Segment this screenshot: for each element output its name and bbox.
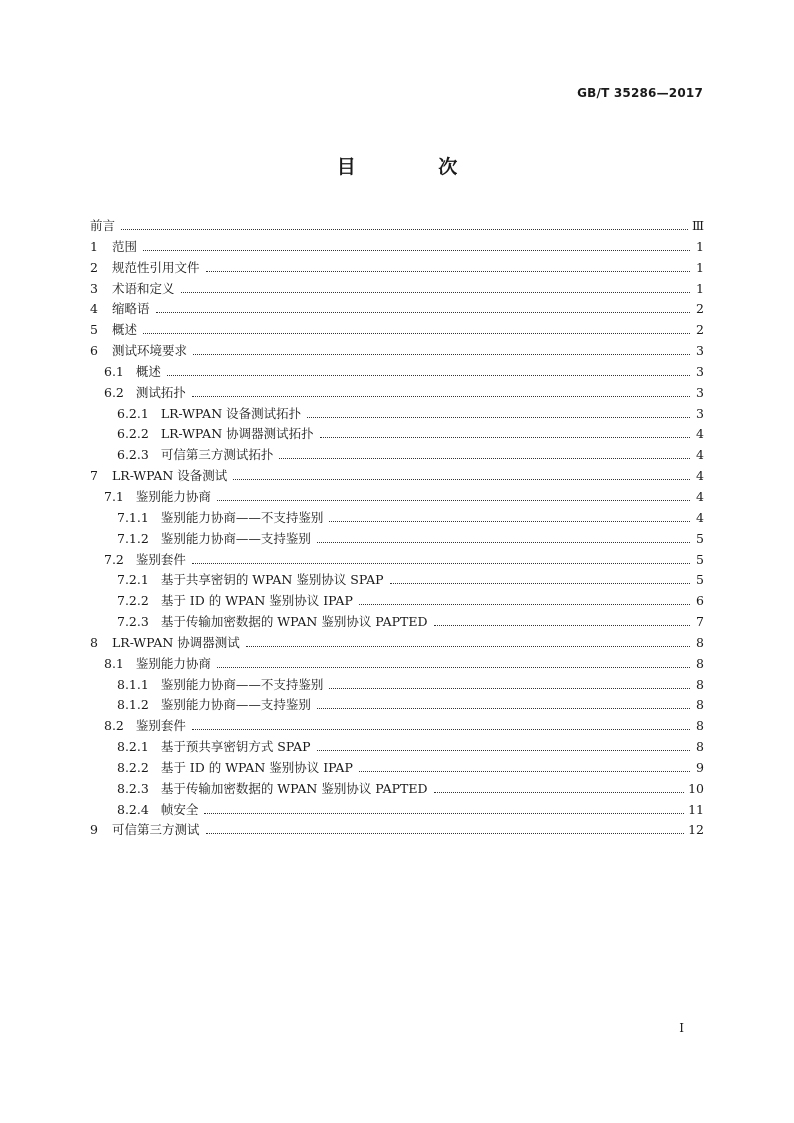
- toc-entry-page: 8: [696, 697, 704, 713]
- toc-entry[interactable]: [90, 800, 704, 821]
- toc-entry-page: 8: [696, 718, 704, 734]
- toc-leader-dots: [204, 813, 684, 814]
- toc-entry-text: 规范性引用文件: [112, 259, 200, 275]
- toc-entry-number: 1: [90, 238, 98, 254]
- toc-leader-dots: [143, 333, 690, 334]
- toc-entry-page: 2: [696, 322, 704, 338]
- toc-leader-dots: [192, 729, 690, 730]
- toc-entry-page: 1: [696, 238, 704, 254]
- toc-entry-label: [117, 508, 323, 526]
- toc-entry-label: [104, 487, 211, 505]
- toc-leader-dots: [317, 750, 690, 751]
- toc-entry-page: 5: [696, 572, 704, 588]
- toc-entry-text: 基于预共享密钥方式 SPAP: [160, 739, 311, 755]
- toc-entry-page: 4: [696, 509, 704, 525]
- toc-entry[interactable]: [90, 299, 704, 320]
- toc-entry[interactable]: [90, 341, 704, 362]
- toc-entry[interactable]: [90, 508, 704, 529]
- toc-entry-number: 7.2.1: [117, 572, 149, 588]
- toc-entry-text: 测试拓扑: [135, 384, 186, 400]
- toc-entry[interactable]: [90, 466, 704, 487]
- toc-entry[interactable]: [90, 362, 704, 383]
- toc-entry-text: 鉴别能力协商——支持鉴别: [160, 530, 311, 546]
- toc-entry[interactable]: [90, 383, 704, 404]
- toc-entry-number: 8: [90, 634, 98, 650]
- toc-entry-number: 8.1: [104, 655, 124, 671]
- toc-entry[interactable]: [90, 424, 704, 445]
- toc-leader-dots: [217, 500, 690, 501]
- toc-entry-number: 8.1.2: [117, 697, 149, 713]
- toc-entry-number: 6.2.2: [117, 426, 149, 442]
- toc-entry-text: 术语和定义: [112, 280, 175, 296]
- toc-entry[interactable]: [90, 550, 704, 571]
- toc-entry-number: 7.2.2: [117, 593, 149, 609]
- toc-entry-page: 8: [696, 655, 704, 671]
- toc-leader-dots: [206, 833, 685, 834]
- toc-leader-dots: [143, 250, 690, 251]
- toc-entry-page: 8: [696, 634, 704, 650]
- toc-entry-number: 8.1.1: [117, 676, 149, 692]
- toc-entry-label: [90, 216, 115, 234]
- toc-entry-label: [90, 466, 227, 484]
- toc-entry-label: [104, 362, 161, 380]
- toc-entry-text: 范围: [112, 238, 138, 254]
- toc-entry-text: 鉴别能力协商——不支持鉴别: [160, 676, 324, 692]
- toc-entry-page: 4: [696, 488, 704, 504]
- toc-entry-page: Ⅲ: [691, 218, 704, 233]
- toc-leader-dots: [307, 417, 690, 418]
- toc-entry[interactable]: [90, 529, 704, 550]
- toc-entry[interactable]: [90, 320, 704, 341]
- toc-entry-text: 基于 ID 的 WPAN 鉴别协议 IPAP: [160, 593, 353, 609]
- toc-entry-page: 10: [688, 780, 704, 796]
- toc-entry-text: 帧安全: [160, 801, 199, 817]
- toc-leader-dots: [181, 292, 690, 293]
- toc-leader-dots: [329, 688, 690, 689]
- toc-entry-label: [117, 404, 301, 422]
- toc-entry-label: [104, 716, 186, 734]
- toc-entry[interactable]: [90, 404, 704, 425]
- toc-leader-dots: [434, 625, 691, 626]
- toc-entry-page: 3: [696, 384, 704, 400]
- toc-entry-text: 前言: [90, 218, 116, 233]
- toc-entry[interactable]: [90, 820, 704, 841]
- toc-leader-dots: [233, 479, 690, 480]
- toc-entry-text: 基于传输加密数据的 WPAN 鉴别协议 PAPTED: [160, 780, 428, 796]
- toc-entry-label: [90, 237, 137, 255]
- toc-entry-label: [90, 258, 200, 276]
- toc-entry[interactable]: [90, 758, 704, 779]
- toc-entry-text: 鉴别能力协商——支持鉴别: [160, 697, 311, 713]
- toc-entry-number: 6.2.3: [117, 447, 149, 463]
- toc-entry-page: 5: [696, 530, 704, 546]
- toc-entry-text: LR-WPAN 设备测试: [112, 468, 228, 484]
- toc-entry-number: 8.2.1: [117, 739, 149, 755]
- toc-entry-text: 测试环境要求: [112, 343, 188, 359]
- page-number: I: [679, 1021, 684, 1035]
- toc-entry[interactable]: [90, 612, 704, 633]
- standard-code: GB/T 35286—2017: [577, 86, 703, 100]
- toc-entry-text: 鉴别能力协商: [135, 488, 211, 504]
- toc-entry-number: 8.2: [104, 718, 124, 734]
- toc-entry-label: [117, 695, 311, 713]
- toc-leader-dots: [320, 437, 690, 438]
- toc-entry-label: [117, 737, 311, 755]
- toc-entry-number: 8.2.3: [117, 780, 149, 796]
- toc-leader-dots: [121, 229, 688, 230]
- toc-entry[interactable]: [90, 258, 704, 279]
- toc-entry-number: 7.1.1: [117, 509, 149, 525]
- toc-entry-label: [90, 279, 175, 297]
- toc-entry-number: 6.1: [104, 363, 124, 379]
- toc-leader-dots: [206, 271, 690, 272]
- toc-entry-page: 1: [696, 280, 704, 296]
- toc-entry-label: [104, 550, 186, 568]
- toc-entry-label: [117, 424, 314, 442]
- toc-entry[interactable]: [90, 570, 704, 591]
- toc-entry-page: 2: [696, 301, 704, 317]
- toc-entry-number: 8.2.4: [117, 801, 149, 817]
- toc-leader-dots: [192, 563, 690, 564]
- toc-entry-page: 5: [696, 551, 704, 567]
- toc-entry-text: 鉴别套件: [135, 551, 186, 567]
- toc-entry[interactable]: [90, 675, 704, 696]
- toc-entry[interactable]: [90, 695, 704, 716]
- toc-entry-page: 7: [696, 614, 704, 630]
- toc-entry-text: 可信第三方测试拓扑: [160, 447, 274, 463]
- toc-entry[interactable]: [90, 779, 704, 800]
- toc-entry-page: 8: [696, 739, 704, 755]
- toc-entry-number: 9: [90, 822, 98, 838]
- toc-entry-label: [104, 383, 186, 401]
- toc-entry-page: 3: [696, 405, 704, 421]
- toc-leader-dots: [390, 583, 690, 584]
- toc-entry-number: 4: [90, 301, 98, 317]
- toc-entry-page: 11: [688, 801, 704, 817]
- toc-entry-label: [117, 675, 323, 693]
- toc-entry-label: [117, 779, 428, 797]
- toc-entry-page: 3: [696, 363, 704, 379]
- toc-entry-page: 4: [696, 447, 704, 463]
- toc-entry-label: [117, 445, 273, 463]
- toc-entry-text: LR-WPAN 设备测试拓扑: [160, 405, 302, 421]
- toc-entry[interactable]: [90, 216, 704, 237]
- toc-entry-number: 5: [90, 322, 98, 338]
- toc-entry-text: LR-WPAN 协调器测试拓扑: [160, 426, 314, 442]
- toc-entry[interactable]: [90, 237, 704, 258]
- toc-leader-dots: [317, 708, 690, 709]
- toc-entry-label: [117, 758, 353, 776]
- toc-entry[interactable]: [90, 445, 704, 466]
- toc-entry-text: 基于传输加密数据的 WPAN 鉴别协议 PAPTED: [160, 614, 428, 630]
- toc-entry-page: 6: [696, 593, 704, 609]
- toc-entry[interactable]: [90, 487, 704, 508]
- toc-entry-text: 基于 ID 的 WPAN 鉴别协议 IPAP: [160, 759, 353, 775]
- toc-entry-page: 8: [696, 676, 704, 692]
- toc-entry[interactable]: [90, 716, 704, 737]
- toc-entry-page: 12: [688, 822, 704, 838]
- toc-leader-dots: [434, 792, 685, 793]
- toc-entry-text: 基于共享密钥的 WPAN 鉴别协议 SPAP: [160, 572, 384, 588]
- toc-entry[interactable]: [90, 591, 704, 612]
- toc-leader-dots: [192, 396, 690, 397]
- toc-leader-dots: [329, 521, 690, 522]
- toc-entry-number: 3: [90, 280, 98, 296]
- toc-entry-number: 7.1.2: [117, 530, 149, 546]
- toc-entry[interactable]: [90, 279, 704, 300]
- toc-entry-label: [90, 320, 137, 338]
- toc-entry-page: 1: [696, 259, 704, 275]
- toc-entry-page: 4: [696, 426, 704, 442]
- toc-entry-number: 7.2: [104, 551, 124, 567]
- toc-entry-label: [90, 341, 187, 359]
- toc-entry-text: LR-WPAN 协调器测试: [112, 634, 240, 650]
- toc-entry-number: 6.2: [104, 384, 124, 400]
- toc-entry-label: [117, 800, 198, 818]
- toc-entry-page: 4: [696, 468, 704, 484]
- table-of-contents: [90, 216, 704, 841]
- toc-entry-label: [117, 591, 353, 609]
- toc-entry-number: 2: [90, 259, 98, 275]
- toc-leader-dots: [246, 646, 690, 647]
- toc-leader-dots: [359, 604, 690, 605]
- toc-entry-text: 鉴别套件: [135, 718, 186, 734]
- toc-entry-text: 可信第三方测试: [112, 822, 200, 838]
- toc-entry-label: [104, 654, 211, 672]
- toc-entry-number: 8.2.2: [117, 759, 149, 775]
- toc-entry[interactable]: [90, 633, 704, 654]
- toc-leader-dots: [156, 312, 690, 313]
- toc-leader-dots: [193, 354, 690, 355]
- toc-leader-dots: [279, 458, 690, 459]
- toc-entry-number: 6: [90, 343, 98, 359]
- toc-entry-text: 鉴别能力协商: [135, 655, 211, 671]
- toc-entry-text: 缩略语: [112, 301, 150, 317]
- toc-entry-label: [90, 633, 240, 651]
- toc-entry-number: 7.1: [104, 488, 124, 504]
- toc-leader-dots: [317, 542, 690, 543]
- toc-entry[interactable]: [90, 654, 704, 675]
- toc-leader-dots: [217, 667, 690, 668]
- toc-entry-page: 3: [696, 343, 704, 359]
- toc-entry-number: 7.2.3: [117, 614, 149, 630]
- toc-entry-text: 概述: [135, 363, 161, 379]
- toc-entry-label: [90, 299, 150, 317]
- toc-entry[interactable]: [90, 737, 704, 758]
- toc-entry-number: 6.2.1: [117, 405, 149, 421]
- toc-entry-page: 9: [696, 759, 704, 775]
- toc-entry-label: [117, 529, 311, 547]
- toc-entry-number: 7: [90, 468, 98, 484]
- toc-entry-label: [117, 612, 428, 630]
- toc-leader-dots: [359, 771, 690, 772]
- toc-entry-text: 鉴别能力协商——不支持鉴别: [160, 509, 324, 525]
- page-title: 目 次: [336, 156, 496, 178]
- toc-entry-text: 概述: [112, 322, 138, 338]
- toc-entry-label: [90, 820, 200, 838]
- toc-entry-label: [117, 570, 384, 588]
- toc-leader-dots: [167, 375, 690, 376]
